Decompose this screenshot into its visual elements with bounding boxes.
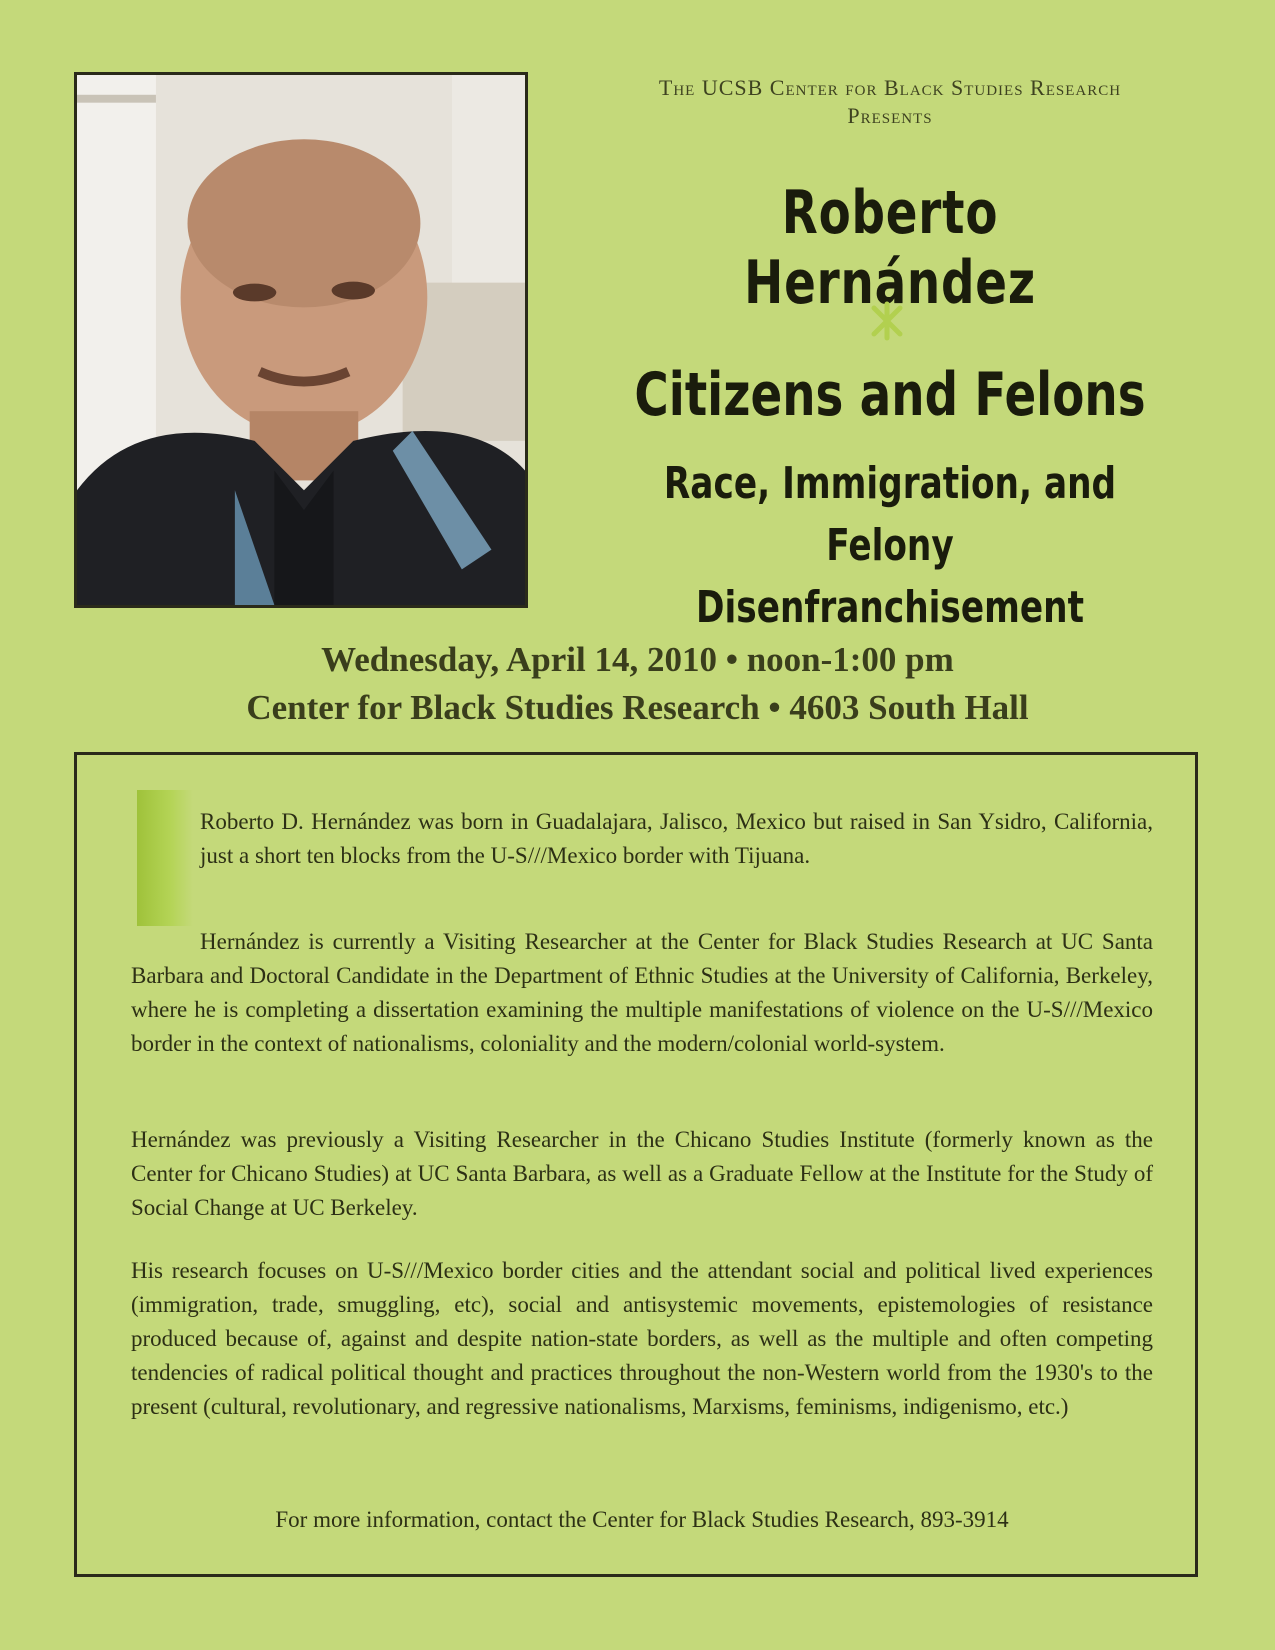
speaker-photo xyxy=(74,72,528,608)
event-date-time: Wednesday, April 14, 2010 • noon-1:00 pm xyxy=(321,640,954,679)
bio-paragraph-1: Roberto D. Hernández was born in Guadalajara, Jalisco, Mexico but raised in San Ysidro, California, just a short ten blocks from the U-S///Mexico border with Tijuana. xyxy=(200,809,1153,868)
event-location: Center for Black Studies Research • 4603 South Hall xyxy=(246,688,1029,727)
contact-info: For more information, contact the Center for Black Studies Research, 893-3914 xyxy=(275,1507,1009,1532)
asterisk-icon xyxy=(862,296,912,346)
speaker-name: Roberto Hernández xyxy=(744,178,1036,318)
bio-paragraph-2: Hernández is currently a Visiting Researcher at the Center for Black Studies Research at UC Santa Barbara and Doctoral Candidate in the Department of Ethnic Studies at the University of California, Berkeley, where he is completing a dissertation examining the multiple manifestations of violence on the U-S///Mexico border in the context of nationalisms, coloniality and the modern/colonial world-system. xyxy=(131,929,1153,1056)
drop-cap-decoration xyxy=(137,790,193,926)
presenter-line-2: Presents xyxy=(847,103,933,128)
presenter-line-1: The UCSB Center for Black Studies Research xyxy=(658,75,1122,100)
bio-paragraph-3: Hernández was previously a Visiting Researcher in the Chicano Studies Institute (formerly known as the Center for Chicano Studies) at UC Santa Barbara, as well as a Graduate Fellow at the Institute for the Study of Social Change at UC Berkeley. xyxy=(131,1127,1153,1220)
presenter-heading xyxy=(560,74,1220,130)
bio-paragraph-4: His research focuses on U-S///Mexico border cities and the attendant social and political lived experiences (immigration, trade, smuggling, etc), social and antisystemic movements, epistemologies of resistance produced because of, against and despite nation-state borders, as well as the multiple and often competing tendencies of radical political thought and practices throughout the non-Western world from the 1930's to the present (cultural, revolutionary, and regressive nationalisms, Marxisms, feminisms, indigenismo, etc.) xyxy=(131,1258,1153,1419)
talk-title: Citizens and Felons xyxy=(634,360,1146,430)
bio-box xyxy=(74,752,1198,1577)
talk-subtitle: Race, Immigration, and Felony Disenfranchisement xyxy=(663,458,1117,633)
